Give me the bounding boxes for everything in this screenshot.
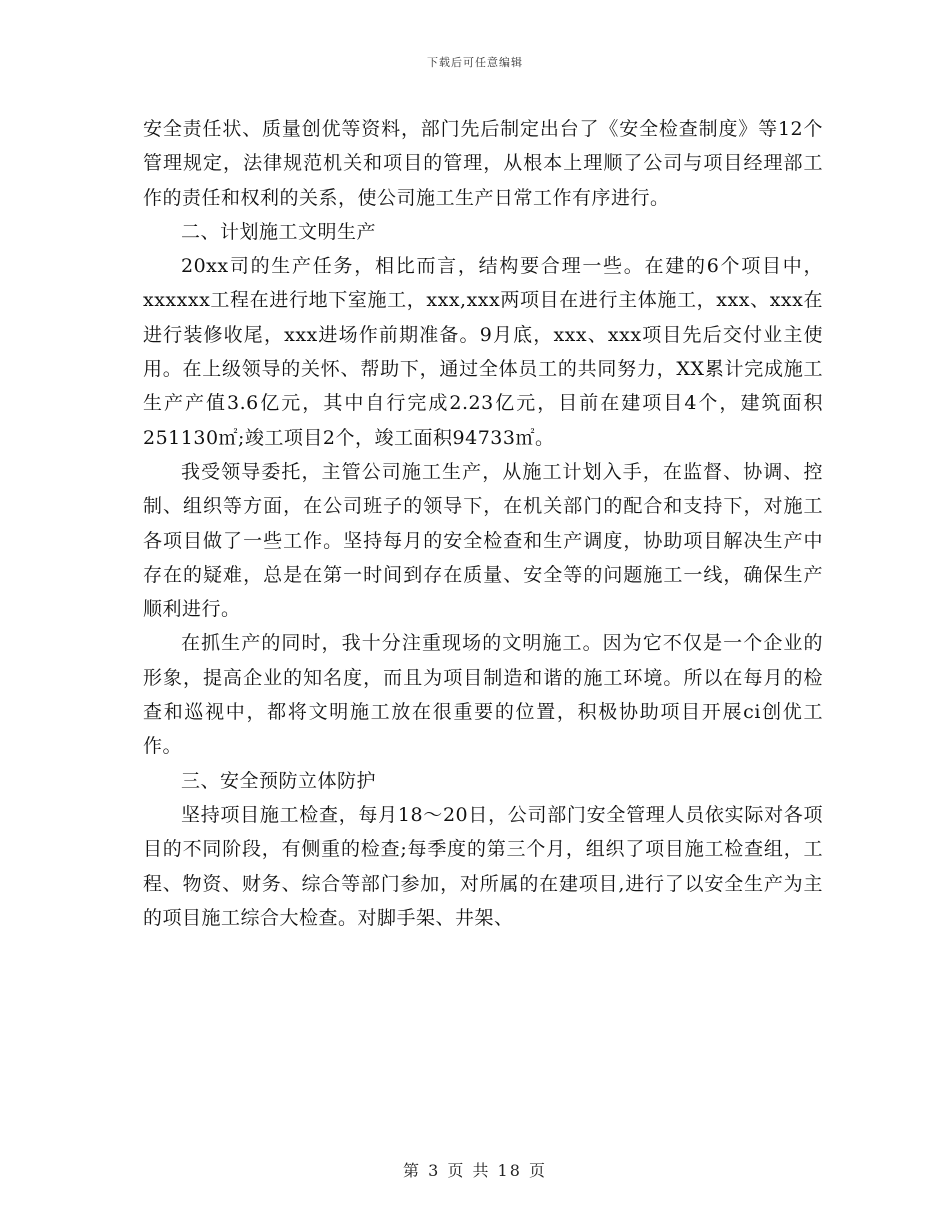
paragraph-civilized-construction: 在抓生产的同时，我十分注重现场的文明施工。因为它不仅是一个企业的形象，提高企业的知名度，而且为项目制造和谐的施工环境。所以在每月的检查和巡视中，都将文明施工放在很重要的位置，积极协助项目开展ci创优工作。 (143, 632, 823, 758)
section-heading-3: 三、安全预防立体防护 (181, 769, 377, 792)
paragraph-leadership: 我受领导委托，主管公司施工生产，从施工计划入手，在监督、协调、控制、组织等方面，在公司班子的领导下，在机关部门的配合和支持下，对施工各项目做了一些工作。坚持每月的安全检查和生产调度，协助项目解决生产中存在的疑难，总是在第一时间到存在质量、安全等的问题施工一线，确保生产顺利进行。 (143, 460, 823, 621)
page-header: 下载后可任意编辑 (427, 56, 523, 69)
document-body (143, 112, 823, 935)
paragraph-continuation: 安全责任状、质量创优等资料，部门先后制定出台了《安全检查制度》等12个管理规定，法律规范机关和项目的管理，从根本上理顺了公司与项目经理部工作的责任和权利的关系，使公司施工生产日常工作有序进行。 (143, 118, 823, 209)
section-heading-2: 二、计划施工文明生产 (181, 220, 377, 243)
paragraph-production-tasks: 20xx司的生产任务，相比而言，结构要合理一些。在建的6个项目中，xxxxxx工程在进行地下室施工，xxx,xxx两项目在进行主体施工，xxx、xxx在进行装修收尾，xxx进场作前期准备。9月底，xxx、xxx项目先后交付业主使用。在上级领导的关怀、帮助下，通过全体员工的共同努力，XX累计完成施工生产产值3.6亿元，其中自行完成2.23亿元，目前在建项目4个，建筑面积251130㎡;竣工项目2个，竣工面积94733㎡。 (143, 255, 823, 449)
paragraph-safety-inspection: 坚持项目施工检查，每月18～20日，公司部门安全管理人员依实际对各项目的不同阶段，有侧重的检查;每季度的第三个月，组织了项目施工检查组，工程、物资、财务、综合等部门参加，对所属的在建项目,进行了以安全生产为主的项目施工综合大检查。对脚手架、井架、 (143, 803, 823, 929)
page-number-footer: 第 3 页 共 18 页 (403, 1161, 547, 1180)
